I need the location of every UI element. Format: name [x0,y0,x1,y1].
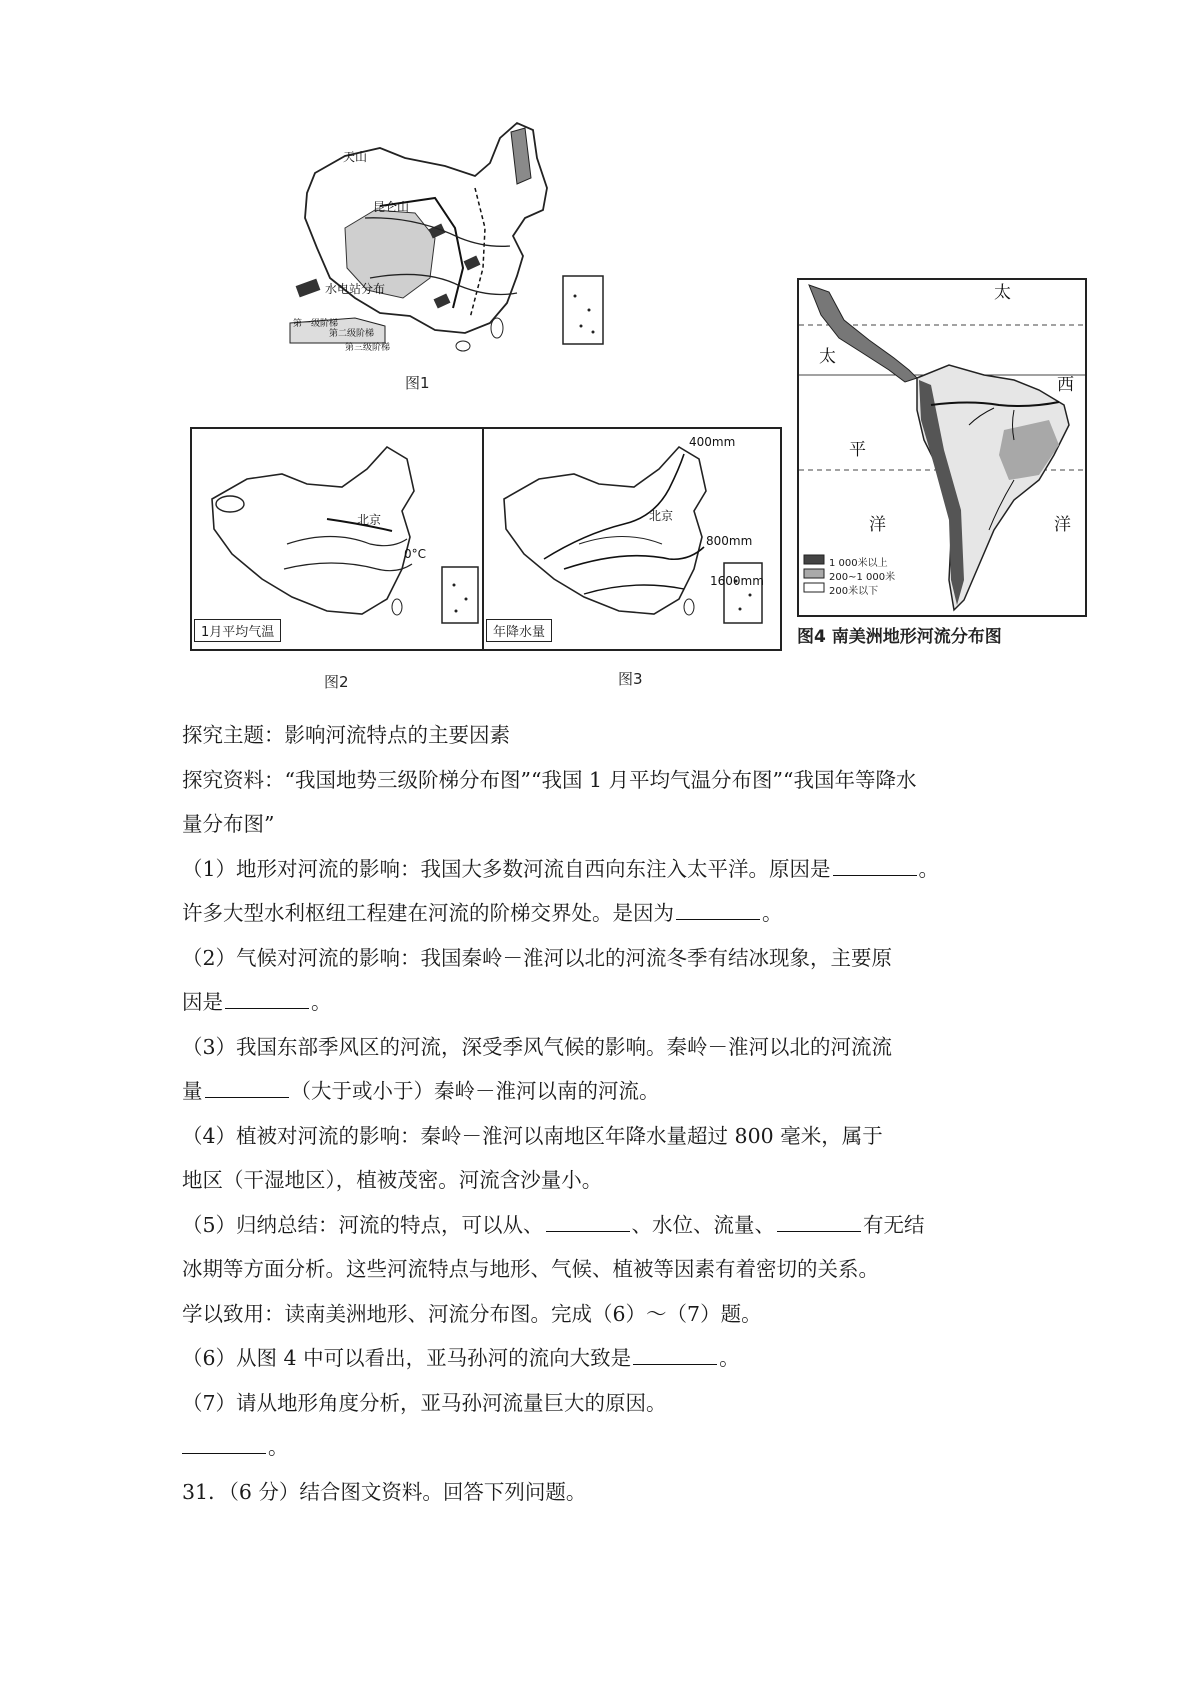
answer-blank-q1a[interactable] [833,853,917,876]
answer-blank-q1b[interactable] [676,897,760,920]
figure-1 [285,118,625,398]
answer-blank-q5a[interactable] [546,1209,630,1232]
figure-4-map [797,278,1087,617]
material-line-2: 量分布图” [182,812,275,836]
label-xi: 西 [1057,375,1074,395]
topic-line: 探究主题：影响河流特点的主要因素 [182,723,510,747]
label-400mm: 400mm [689,435,736,449]
legend-high: 1 000米以上 [829,558,888,569]
figure-3-map [482,427,782,651]
apply-line: 学以致用：读南美洲地形、河流分布图。完成（6）～（7）题。 [182,1301,762,1326]
label-ping: 平 [849,440,866,460]
q7-answer-line: 。 [182,1425,1042,1470]
material-line-1: 探究资料：“我国地势三级阶梯分布图”“我国 1 月平均气温分布图”“我国年等降水 [182,767,917,792]
q2-line-a: （2）气候对河流的影响：我国秦岭－淮河以北的河流冬季有结冰现象，主要原 [182,945,893,970]
q3-line-b: 量 （大于或小于）秦岭－淮河以南的河流。 [182,1069,1042,1114]
label-1600mm: 1600mm [710,574,764,588]
label-isotherm-0: 0°C [404,547,427,561]
label-yang-1: 洋 [869,515,886,535]
figure-2-tag: 1月平均气温 [194,619,281,642]
q1-line-a: （1）地形对河流的影响：我国大多数河流自西向东注入太平洋。原因是 。 [182,847,1042,892]
label-tai-1: 太 [994,283,1011,303]
q6-line: （6）从图 4 中可以看出，亚马孙河的流向大致是 。 [182,1336,1042,1381]
q2-line-b: 因是 。 [182,980,1042,1025]
label-tianshan: 天山 [343,150,368,164]
answer-blank-q2[interactable] [225,986,309,1009]
figure-3-tag: 年降水量 [486,619,552,642]
hydro-legend-label: 水电站分布 [325,282,386,296]
figure-4-caption: 图4 南美洲地形河流分布图 [797,627,1002,647]
step1-legend: 第一级阶梯 [293,319,339,329]
q4-line-b: 地区（干湿地区），植被茂密。河流含沙量小。 [182,1168,603,1192]
answer-blank-q6[interactable] [633,1342,717,1365]
question-text [182,713,1042,1514]
q5-line-b: 冰期等方面分析。这些河流特点与地形、气候、植被等因素有着密切的关系。 [182,1257,879,1281]
legend-mid: 200~1 000米 [829,572,896,583]
label-yang-2: 洋 [1054,515,1071,535]
label-kunlun: 昆仑山 [373,200,410,214]
figure-1-caption: 图1 [405,374,430,392]
q4-line-a: （4）植被对河流的影响：秦岭－淮河以南地区年降水量超过 800 毫米，属于 [182,1123,883,1148]
figure-3-caption: 图3 [618,670,643,688]
answer-blank-q5b[interactable] [777,1209,861,1232]
figure-2-caption: 图2 [324,673,349,691]
label-tai-2: 太 [819,347,836,367]
q31-line: 31．（6 分）结合图文资料。回答下列问题。 [182,1479,587,1504]
label-beijing: 北京 [649,509,674,523]
legend-low: 200米以下 [829,586,879,597]
figure-2-map [190,427,492,651]
q5-line-a: （5）归纳总结：河流的特点，可以从、 、水位、流量、 有无结 [182,1203,1042,1248]
answer-blank-q7[interactable] [182,1431,266,1454]
label-800mm: 800mm [706,534,753,548]
q3-line-a: （3）我国东部季风区的河流，深受季风气候的影响。秦岭－淮河以北的河流流 [182,1034,893,1059]
answer-blank-q3[interactable] [205,1075,289,1098]
label-beijing: 北京 [357,513,382,527]
step2-legend: 第二级阶梯 [329,329,375,339]
step3-legend: 第三级阶梯 [345,343,391,353]
q7-line: （7）请从地形角度分析，亚马孙河流量巨大的原因。 [182,1390,667,1415]
q1-line-b: 许多大型水利枢纽工程建在河流的阶梯交界处。是因为 。 [182,891,1042,936]
